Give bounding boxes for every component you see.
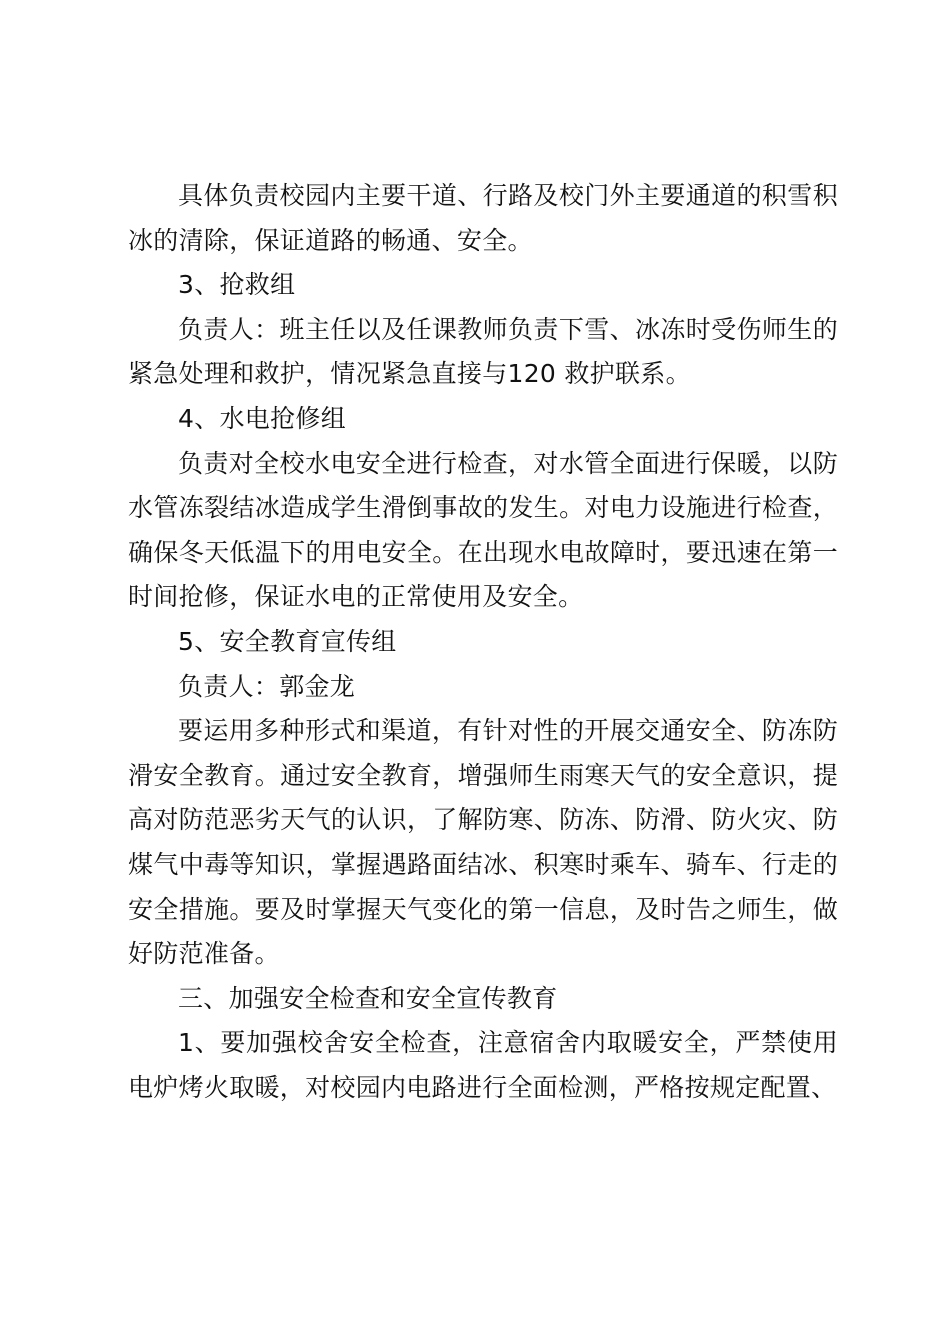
- heading-utility-repair-group: 4、水电抢修组: [178, 403, 347, 433]
- paragraph-safety-education-duty: 要运用多种形式和渠道，有针对性的开展交通安全、防冻防滑安全教育。通过安全教育，增强师生雨寒天气的安全意识，提高对防范恶劣天气的认识，了解防寒、防冻、防滑、防火灾、防煤气中毒等知识，掌握遇路面结冰、积寒时乘车、骑车、行走的安全措施。要及时掌握天气变化的第一信息，及时告之师生，做好防范准备。: [128, 716, 838, 969]
- heading-safety-inspection-section: 三、加强安全检查和安全宣传教育: [178, 983, 558, 1013]
- paragraph-safety-education-lead: 负责人：郭金龙: [178, 671, 356, 701]
- document-body: [128, 174, 838, 1110]
- paragraph-dormitory-inspection: 1、要加强校舍安全检查，注意宿舍内取暖安全，严禁使用电炉烤火取暖，对校园内电路进行全面检测，严格按规定配置、: [128, 1028, 838, 1102]
- heading-safety-education-group: 5、安全教育宣传组: [178, 626, 397, 656]
- paragraph-snow-clearing-duty: 具体负责校园内主要干道、行路及校门外主要通道的积雪积冰的清除，保证道路的畅通、安全。: [128, 181, 838, 255]
- paragraph-rescue-group-lead: 负责人：班主任以及任课教师负责下雪、冰冻时受伤师生的紧急处理和救护，情况紧急直接与120 救护联系。: [128, 314, 838, 389]
- paragraph-utility-repair-duty: 负责对全校水电安全进行检查，对水管全面进行保暖，以防水管冻裂结冰造成学生滑倒事故的发生。对电力设施进行检查，确保冬天低温下的用电安全。在出现水电故障时，要迅速在第一时间抢修，保证水电的正常使用及安全。: [128, 448, 838, 612]
- heading-rescue-group: 3、抢救组: [178, 270, 296, 300]
